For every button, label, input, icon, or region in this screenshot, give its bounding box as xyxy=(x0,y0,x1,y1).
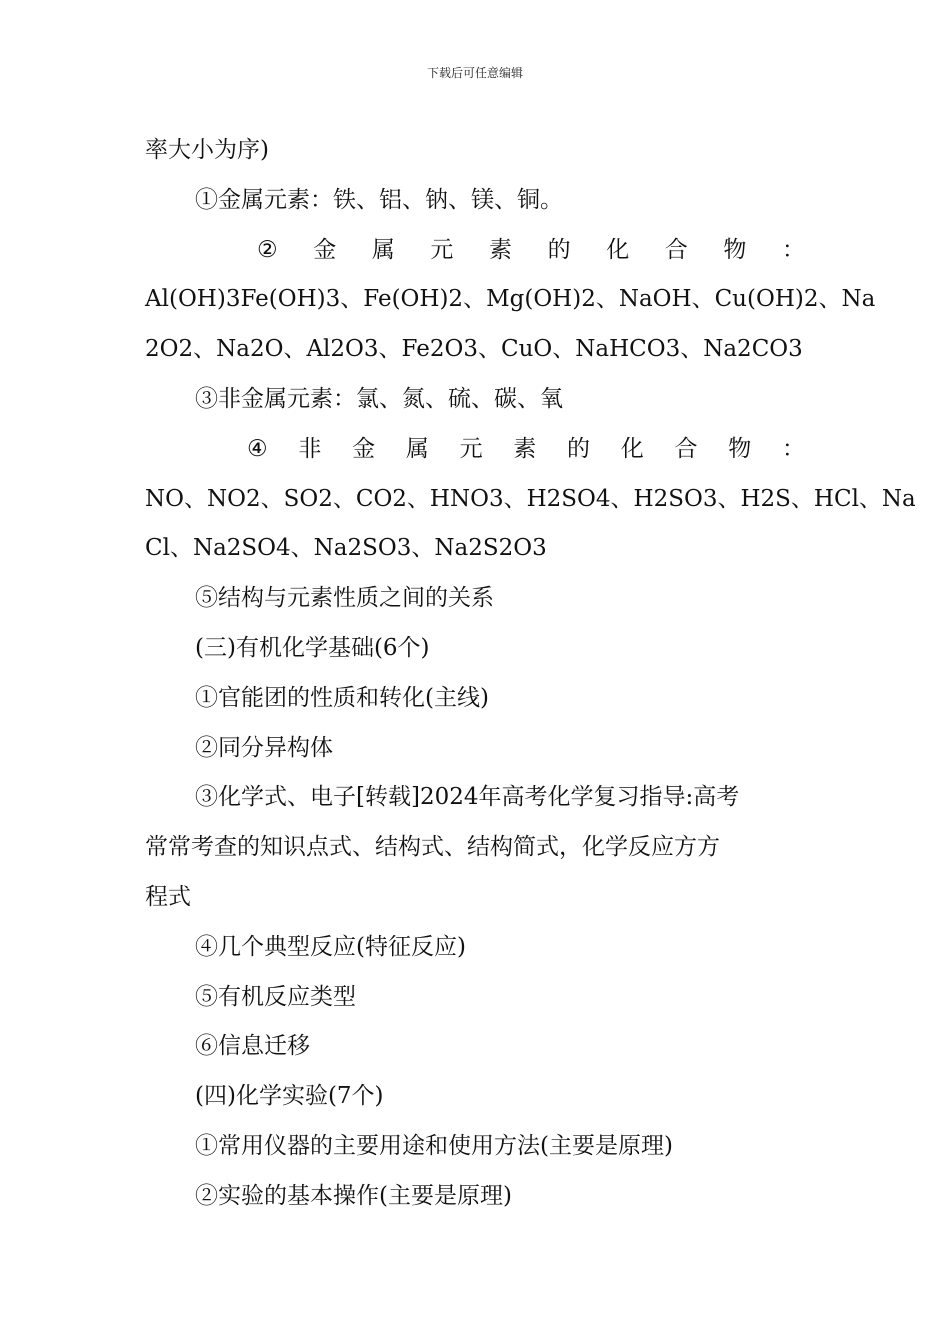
text-line: ④几个典型反应(特征反应) xyxy=(195,933,466,960)
spread-char: 属 xyxy=(371,236,395,263)
spread-char: 非 xyxy=(298,435,322,462)
spread-char: ： xyxy=(781,435,805,462)
spread-char: 的 xyxy=(547,236,571,263)
spread-char: 物 xyxy=(728,435,752,462)
text-line: ③化学式、电子[转载]2024年高考化学复习指导:高考 xyxy=(195,784,740,811)
text-line: NO、NO2、SO2、CO2、HNO3、H2SO4、H2SO3、H2S、HCl、Na xyxy=(145,485,916,512)
document-body xyxy=(145,126,916,1222)
spread-char: 化 xyxy=(620,435,644,462)
spread-char: 素 xyxy=(489,236,512,263)
section-heading: (四)化学实验(7个) xyxy=(195,1083,384,1110)
text-line: Cl、Na2SO4、Na2SO3、Na2S2O3 xyxy=(145,535,547,562)
page-header: 下载后可任意编辑 xyxy=(426,66,523,80)
text-line: ⑤结构与元素性质之间的关系 xyxy=(195,585,494,612)
spread-char: 元 xyxy=(459,435,483,462)
spread-char: 金 xyxy=(313,236,337,263)
text-line: 程式 xyxy=(145,883,191,910)
spread-char: 元 xyxy=(430,236,454,263)
spread-char: 合 xyxy=(664,236,688,263)
spread-char: ： xyxy=(781,236,805,263)
text-line: 常常考查的知识点式、结构式、结构简式，化学反应方方 xyxy=(145,834,720,861)
text-line: ⑥信息迁移 xyxy=(195,1033,310,1060)
section-heading: (三)有机化学基础(6个) xyxy=(195,634,430,661)
spread-char: 物 xyxy=(723,236,747,263)
text-line: ①官能团的性质和转化(主线) xyxy=(195,684,489,711)
text-line: Al(OH)3Fe(OH)3、Fe(OH)2、Mg(OH)2、NaOH、Cu(OH)2、Na xyxy=(145,286,876,313)
spread-char: 属 xyxy=(405,435,429,462)
spread-heading-nonmetal-compounds xyxy=(145,425,805,475)
spread-char: 的 xyxy=(567,435,591,462)
spread-char: ④ xyxy=(247,435,268,462)
text-line: 2O2、Na2O、Al2O3、Fe2O3、CuO、NaHCO3、Na2CO3 xyxy=(145,336,803,363)
text-line: ②实验的基本操作(主要是原理) xyxy=(195,1182,512,1209)
text-line: ⑤有机反应类型 xyxy=(195,983,356,1010)
spread-char: ② xyxy=(257,236,278,263)
spread-char: 金 xyxy=(352,435,376,462)
spread-heading-metal-compounds xyxy=(145,226,805,276)
spread-char: 化 xyxy=(606,236,630,263)
text-line: ①金属元素：铁、铝、钠、镁、铜。 xyxy=(195,186,563,213)
text-line: ③非金属元素：氯、氮、硫、碳、氧 xyxy=(195,385,563,412)
spread-char: 素 xyxy=(513,435,537,462)
text-line: 率大小为序) xyxy=(145,137,269,163)
text-line: ①常用仪器的主要用途和使用方法(主要是原理) xyxy=(195,1132,673,1159)
spread-char: 合 xyxy=(674,435,698,462)
text-line: ②同分异构体 xyxy=(195,734,333,761)
